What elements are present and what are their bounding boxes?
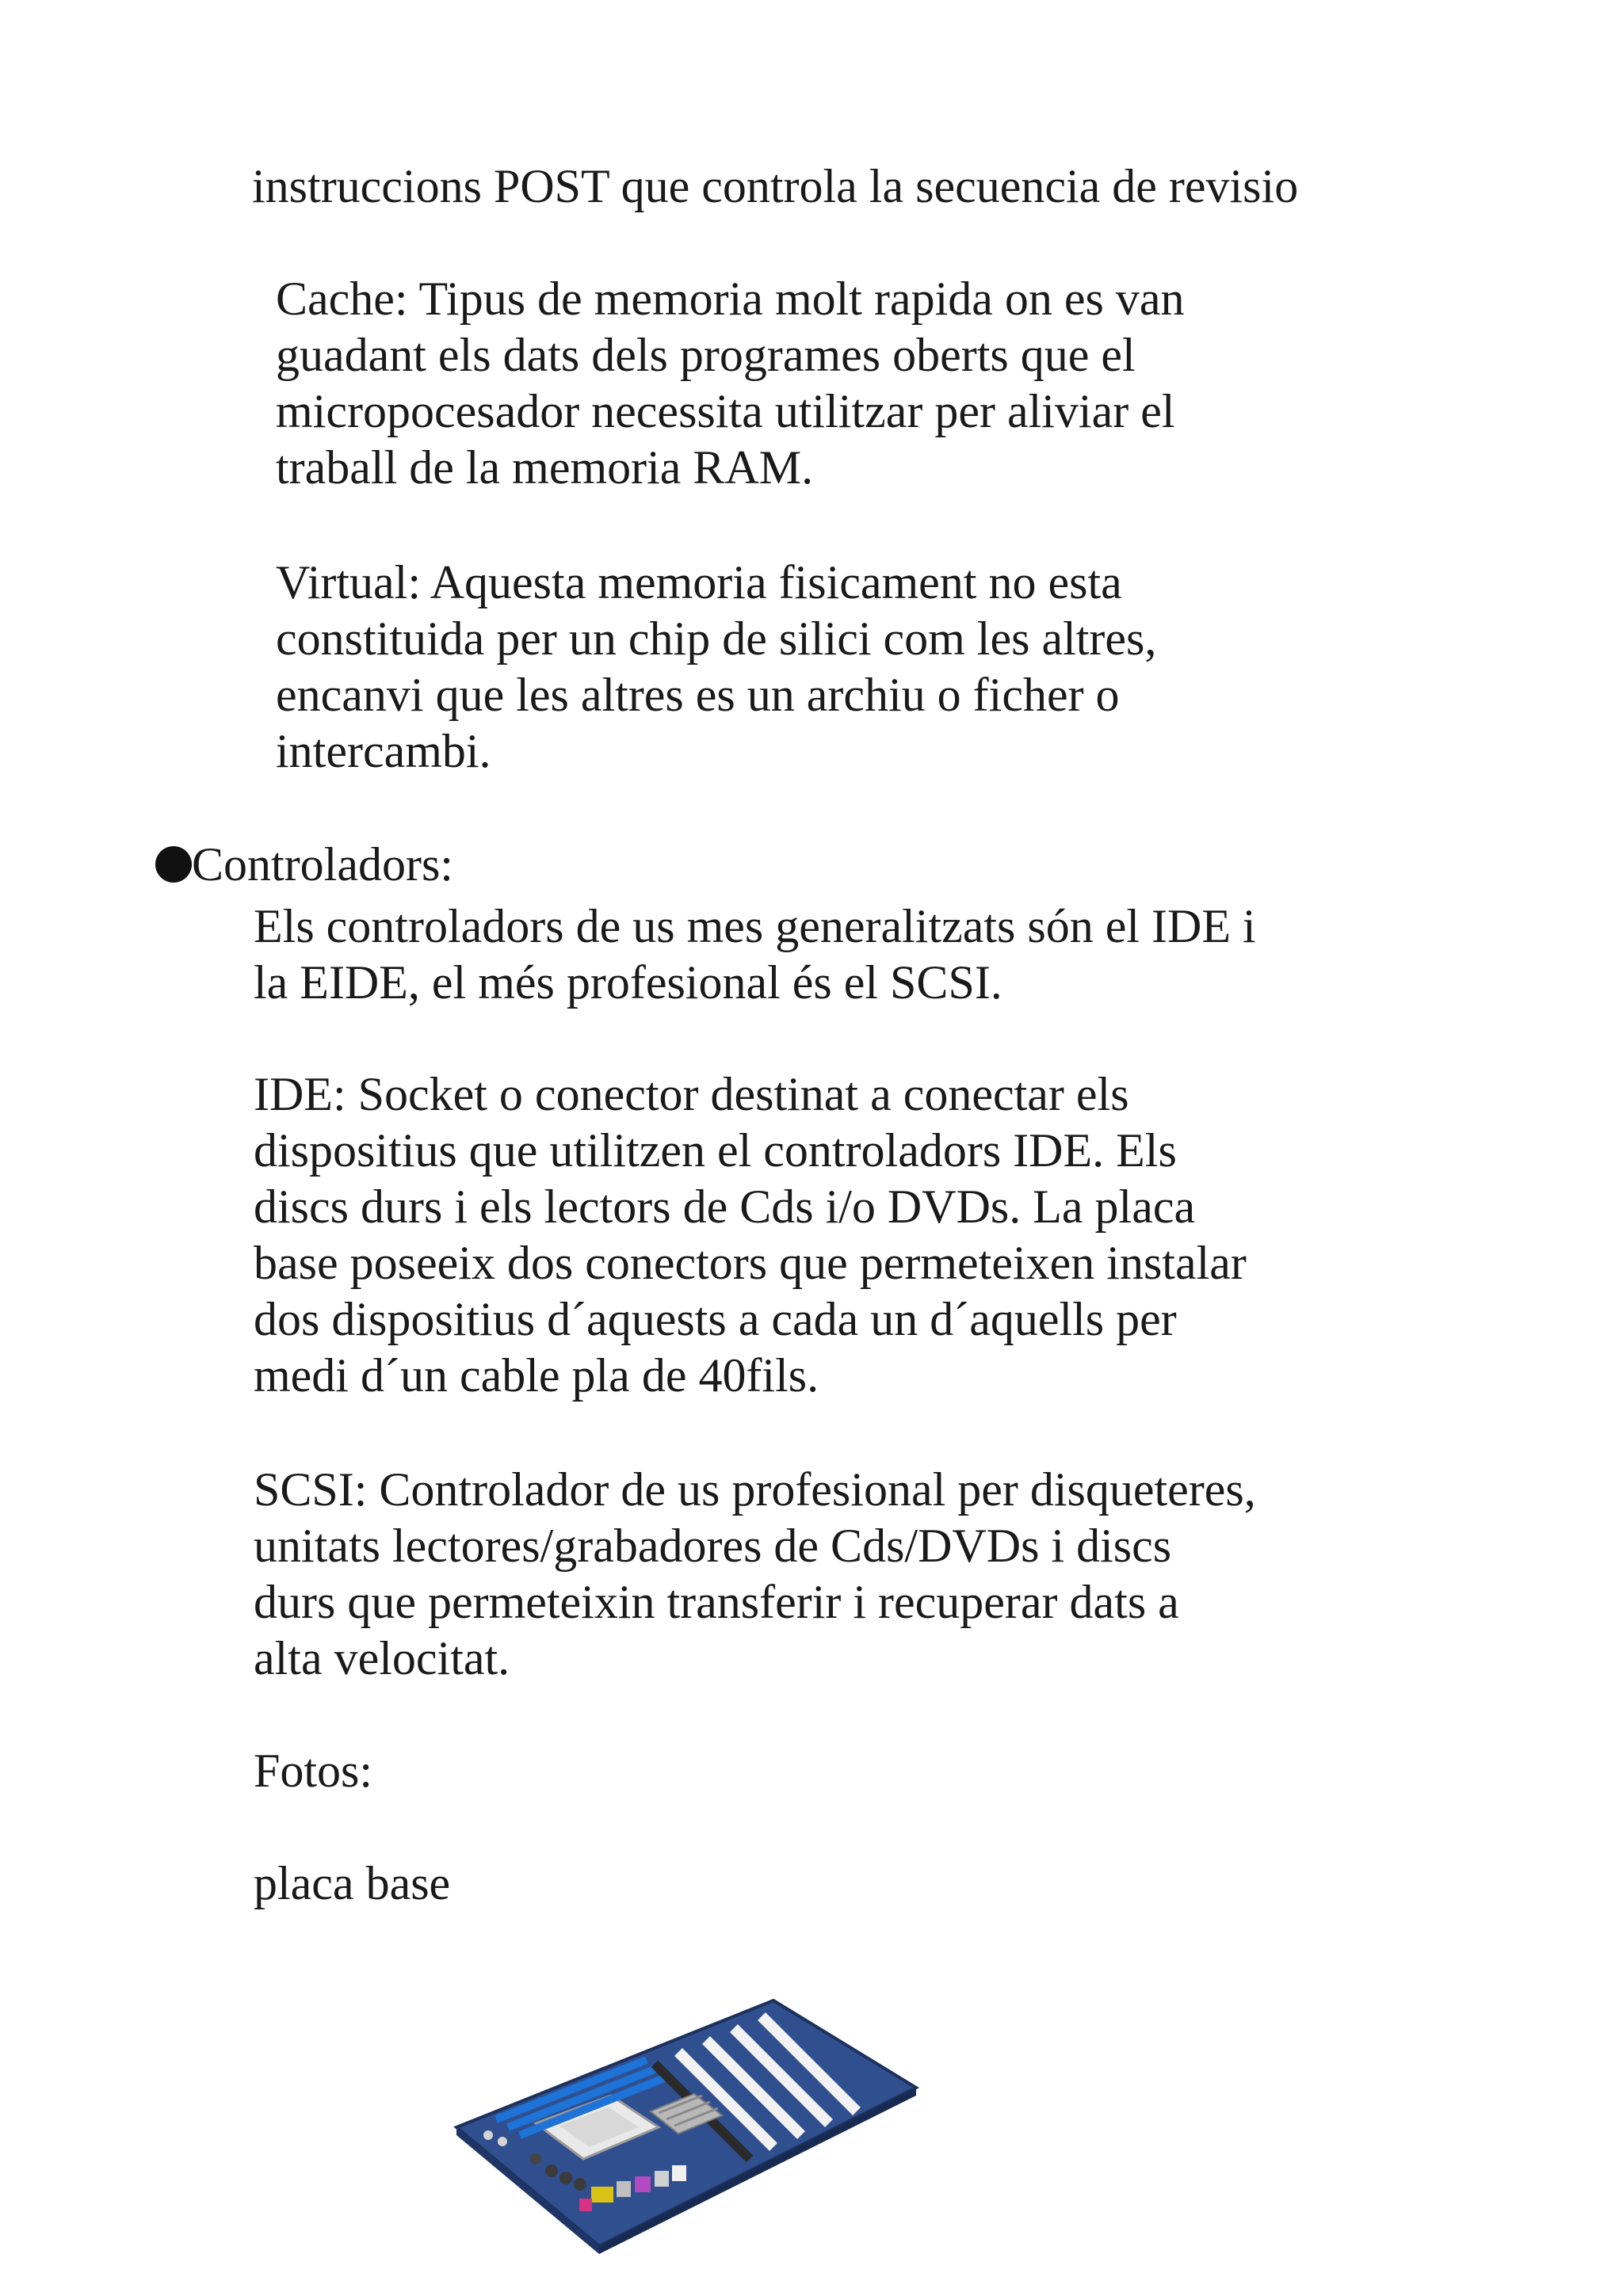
ide-paragraph: IDE: Socket o conector destinat a conectar els dispositius que utilitzen el controladors IDE. Els discs durs i els lectors de Cds i/o DVDs. La placa base poseeix dos conectors que permeteixen instalar dos dispositius d´aquests a cada un d´aquells per medi d´un cable pla de 40fils. bbox=[254, 1068, 1247, 1402]
controladors-intro: Els controladors de us mes generalitzats són el IDE i la EIDE, el més profesional és el SCSI. bbox=[254, 900, 1256, 1009]
bullet-icon bbox=[155, 846, 192, 883]
cache-paragraph: Cache: Tipus de memoria molt rapida on es van guadant els dats dels programes oberts que el micropocesador necessita utilitzar per aliviar el traball de la memoria RAM. bbox=[276, 273, 1185, 494]
controladors-heading: Controladors: bbox=[192, 838, 453, 891]
scsi-paragraph: SCSI: Controlador de us profesional per disqueteres, unitats lectores/grabadores de Cds/DVDs i discs durs que permeteixin transferir i recuperar dats a alta velocitat. bbox=[254, 1463, 1256, 1684]
fotos-label: Fotos: bbox=[254, 1745, 373, 1797]
motherboard-photo bbox=[441, 1985, 924, 2254]
top-line-text: instruccions POST que controla la secuencia de revisio bbox=[252, 160, 1299, 212]
placa-base-label: placa base bbox=[254, 1857, 451, 1909]
virtual-paragraph: Virtual: Aquesta memoria fisicament no esta constituida per un chip de silici com les altres, encanvi que les altres es un archiu o ficher o intercambi. bbox=[276, 556, 1157, 777]
